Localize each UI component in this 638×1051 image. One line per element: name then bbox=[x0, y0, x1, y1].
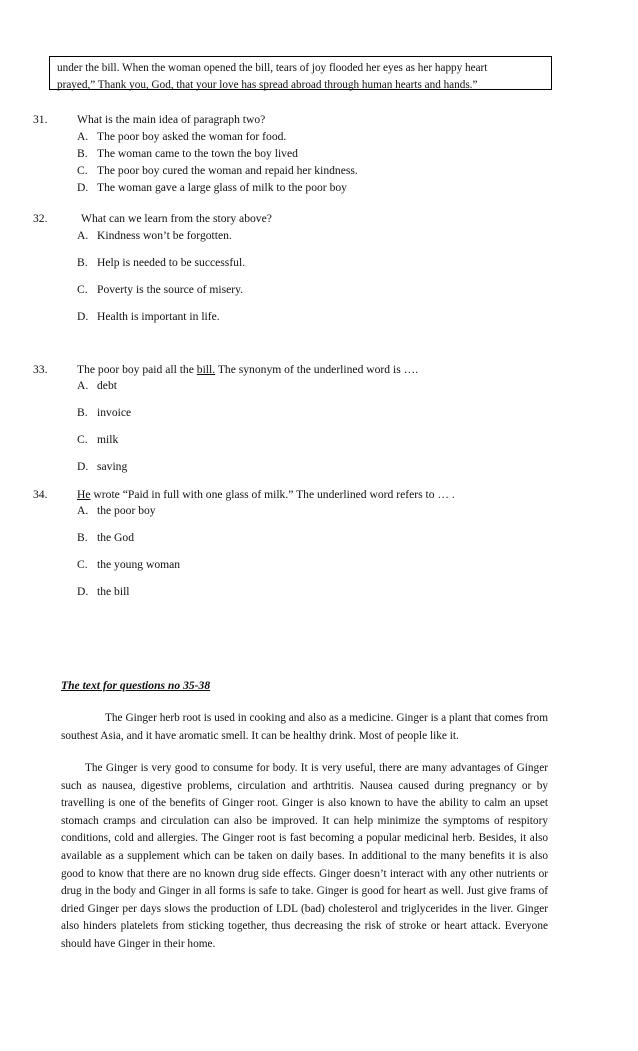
question-number: 34. bbox=[33, 488, 48, 501]
option-letter: D. bbox=[77, 181, 89, 194]
option-letter: A. bbox=[77, 379, 89, 392]
option-letter: C. bbox=[77, 558, 88, 571]
option-text: The woman gave a large glass of milk to the poor boy bbox=[97, 181, 347, 194]
question-number: 32. bbox=[33, 212, 48, 225]
option-d bbox=[77, 584, 130, 600]
question-text: What can we learn from the story above? bbox=[81, 212, 272, 225]
option-d bbox=[77, 459, 127, 475]
option-b bbox=[77, 255, 245, 271]
option-letter: B. bbox=[77, 406, 88, 419]
question-number: 31. bbox=[33, 113, 48, 126]
question-text-before: The poor boy paid all the bbox=[77, 363, 197, 376]
option-text: saving bbox=[97, 460, 128, 473]
option-letter: B. bbox=[77, 147, 88, 160]
question-text-after: The synonym of the underlined word is …. bbox=[215, 363, 419, 376]
option-text: the young woman bbox=[97, 558, 181, 571]
option-text: the God bbox=[97, 531, 135, 544]
option-b bbox=[77, 530, 134, 546]
option-text: invoice bbox=[97, 406, 132, 419]
option-text: Poverty is the source of misery. bbox=[97, 283, 244, 296]
option-text: The woman came to the town the boy lived bbox=[97, 147, 298, 160]
option-letter: A. bbox=[77, 130, 89, 143]
boxed-passage bbox=[49, 56, 552, 90]
option-text: milk bbox=[97, 433, 119, 446]
option-a bbox=[77, 378, 117, 394]
section-title: The text for questions no 35-38 bbox=[61, 679, 211, 692]
option-letter: C. bbox=[77, 164, 88, 177]
option-text: The poor boy cured the woman and repaid her kindness. bbox=[97, 164, 358, 177]
option-d bbox=[77, 180, 347, 196]
option-text: the poor boy bbox=[97, 504, 156, 517]
option-a bbox=[77, 503, 156, 519]
option-text: Help is needed to be successful. bbox=[97, 256, 246, 269]
boxed-passage-line-2: prayed,” Thank you, God, that your love has spread abroad through human hearts and hands.” bbox=[57, 78, 478, 91]
question-number: 33. bbox=[33, 363, 48, 376]
option-letter: B. bbox=[77, 531, 88, 544]
option-text: The poor boy asked the woman for food. bbox=[97, 130, 287, 143]
option-text: Health is important in life. bbox=[97, 310, 220, 323]
option-c bbox=[77, 432, 118, 448]
option-a bbox=[77, 129, 286, 145]
option-d bbox=[77, 309, 220, 325]
option-letter: B. bbox=[77, 256, 88, 269]
option-letter: A. bbox=[77, 504, 89, 517]
underlined-word: He bbox=[77, 488, 91, 501]
option-letter: D. bbox=[77, 460, 89, 473]
underlined-word: bill. bbox=[196, 363, 216, 376]
option-a bbox=[77, 228, 232, 244]
option-letter: D. bbox=[77, 310, 89, 323]
question-text bbox=[77, 362, 418, 378]
option-letter: D. bbox=[77, 585, 89, 598]
question-text-after: wrote “Paid in full with one glass of milk.” The underlined word refers to … . bbox=[90, 488, 455, 501]
option-text: debt bbox=[97, 379, 117, 392]
option-c bbox=[77, 163, 358, 179]
option-text: the bill bbox=[97, 585, 130, 598]
option-c bbox=[77, 557, 180, 573]
question-text bbox=[77, 487, 455, 503]
option-b bbox=[77, 405, 131, 421]
boxed-passage-line-1: under the bill. When the woman opened the bill, tears of joy flooded her eyes as her happy heart bbox=[57, 62, 488, 74]
passage-paragraph-2: The Ginger is very good to consume for body. It is very useful, there are many advantages of Ginger such as nausea, digestive problems, circulation and arthtritis. Nausea caused during pregnancy or by travelling is one of the benefits of Ginger root. Ginger is also known to have the ability to calm an upset stomach cramps and circulation can also be improved. It can help minimize the symptoms of respitory conditions, cold and allergies. The Ginger root is fast becoming a popular medicinal herb. Besides, it also available as a supplement which can be taken on daily bases. In additional to the many benefits it is also good to know that there are no known drug side effects. Ginger doesn’t interact with any other nutrients or drug in the body and Ginger in all forms is safe to take. Ginger is good for heart as well. Just give frams of dried Ginger per days slows the production of LDL (bad) cholesterol and triglycerides in the liver. Ginger also hinders platelets from sticking together, thus decreasing the risk of stroke or heart attack. Everyone should have Ginger in their home. bbox=[61, 762, 548, 950]
passage-paragraph-1: The Ginger herb root is used in cooking and also as a medicine. Ginger is a plant that comes from southest Asia, and it have aromatic smell. It can be healthy drink. Most of people like it. bbox=[61, 712, 548, 742]
option-b bbox=[77, 146, 298, 162]
question-text: What is the main idea of paragraph two? bbox=[77, 113, 266, 126]
option-c bbox=[77, 282, 243, 298]
option-letter: C. bbox=[77, 283, 88, 296]
option-letter: A. bbox=[77, 229, 89, 242]
option-text: Kindness won’t be forgotten. bbox=[97, 229, 232, 242]
option-letter: C. bbox=[77, 433, 88, 446]
